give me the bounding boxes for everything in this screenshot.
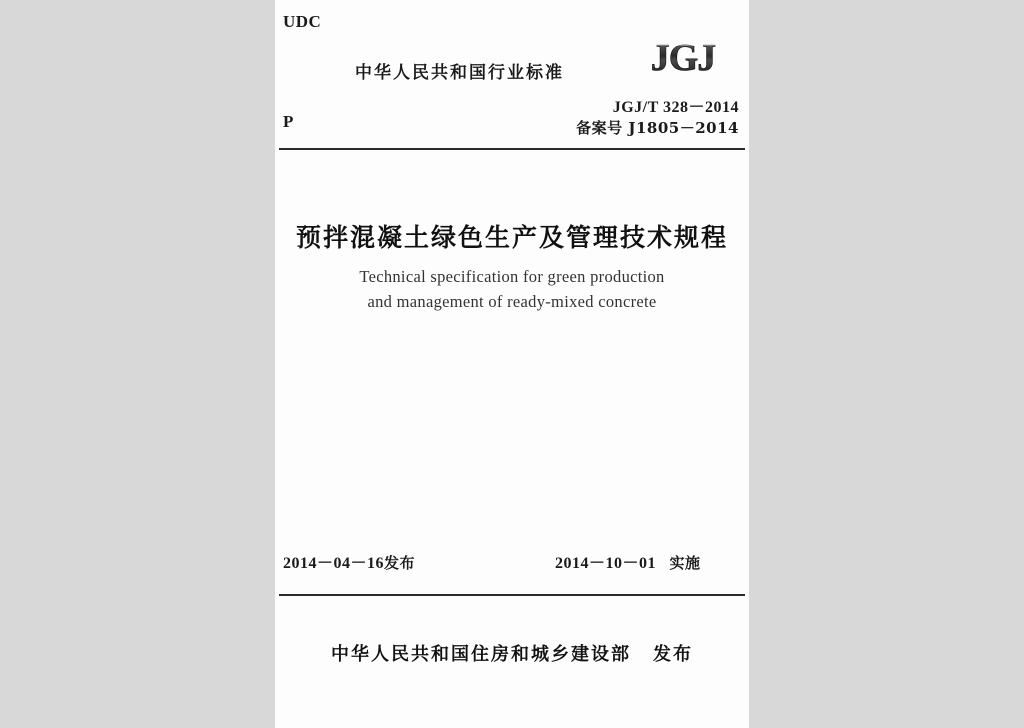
issue-date-block bbox=[283, 550, 415, 573]
issuing-authority-line: 中华人民共和国行业标准 bbox=[355, 63, 564, 83]
title-chinese: 预拌混凝土绿色生产及管理技术规程 bbox=[295, 223, 728, 252]
effective-date-label: 实施 bbox=[669, 554, 701, 572]
standard-number: JGJ/T 328－2014 bbox=[612, 99, 739, 116]
p-classification-label: P bbox=[283, 112, 294, 131]
issue-date: 2014－04－16 bbox=[283, 555, 385, 572]
jgj-logo-icon bbox=[627, 34, 739, 82]
publisher-name: 中华人民共和国住房和城乡建设部 bbox=[331, 644, 631, 665]
effective-date-block bbox=[555, 550, 701, 573]
effective-date: 2014－10－01 bbox=[555, 555, 657, 572]
divider-bottom bbox=[279, 594, 745, 596]
issue-date-label: 发布 bbox=[384, 554, 416, 572]
title-english-line-2: and management of ready-mixed concrete bbox=[367, 292, 657, 311]
title-english-line-1: Technical specification for green production bbox=[359, 267, 665, 286]
divider-top bbox=[279, 148, 745, 150]
svg-text:JGJ: JGJ bbox=[650, 37, 716, 79]
title-english bbox=[275, 264, 749, 314]
udc-label: UDC bbox=[283, 12, 322, 31]
cover-content bbox=[275, 0, 749, 728]
publisher-verb: 发布 bbox=[653, 644, 693, 665]
publisher-block bbox=[275, 640, 749, 666]
standard-cover-page bbox=[275, 0, 749, 728]
record-number: 备案号 J1805－2014 bbox=[576, 119, 739, 137]
